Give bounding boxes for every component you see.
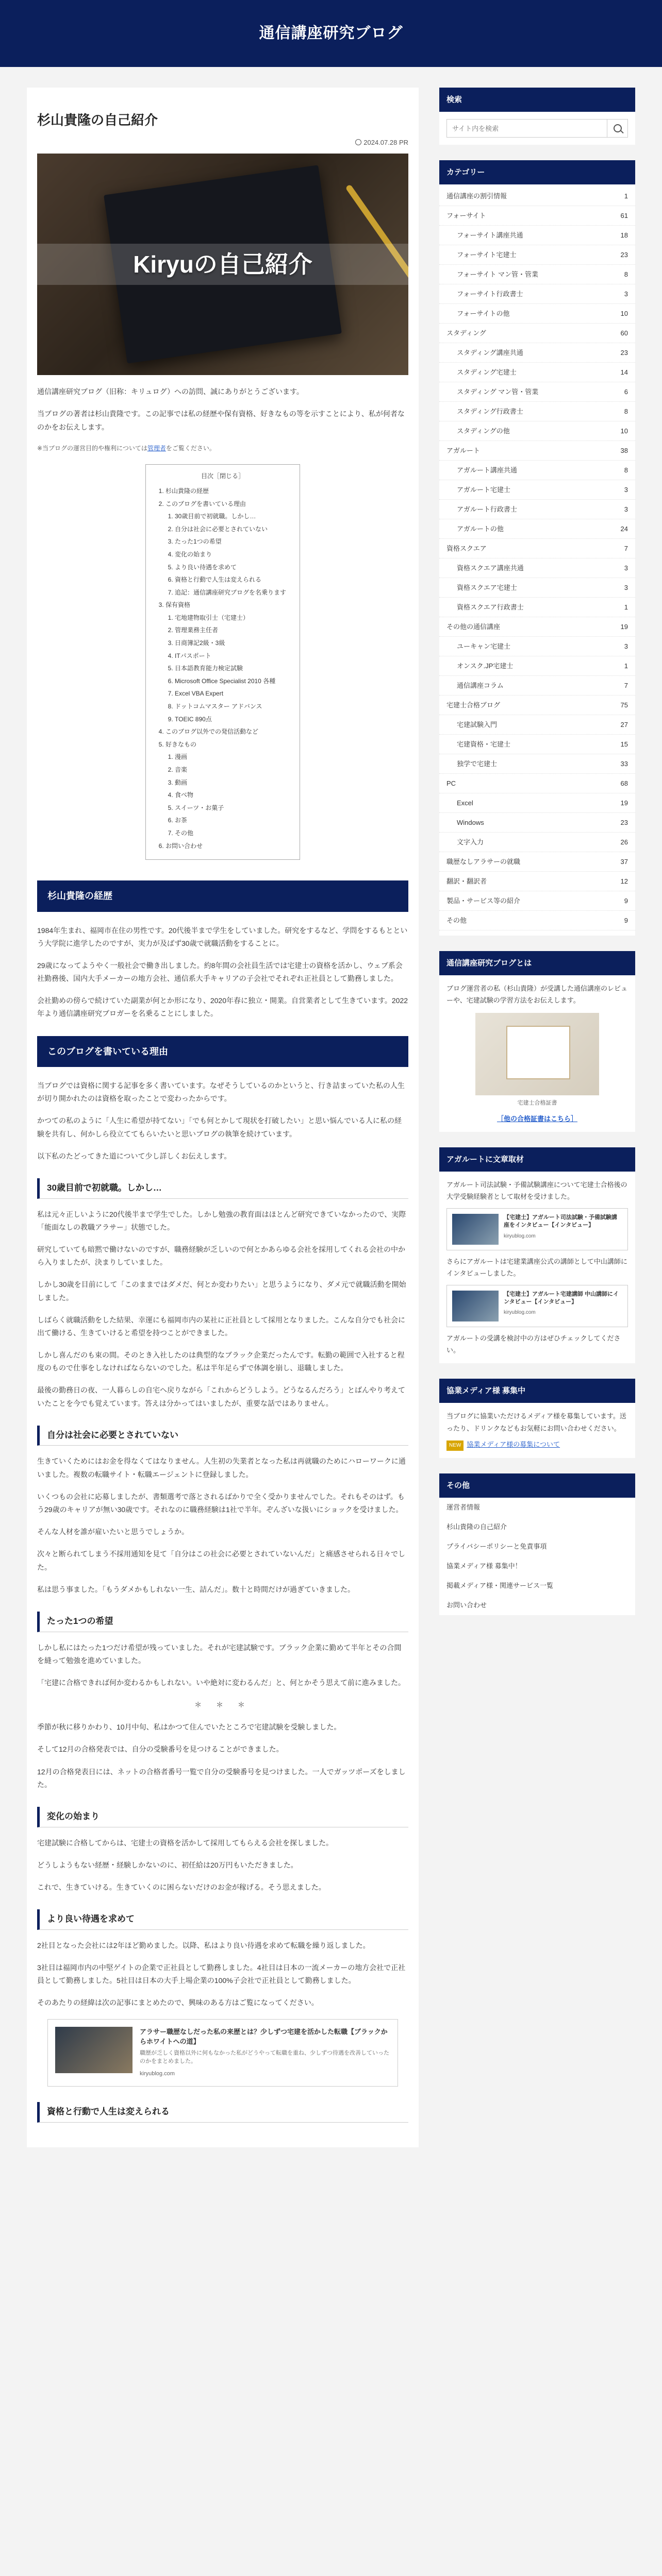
paragraph: 私は思う事ました。「もうダメかもしれない一生、詰んだ」。数十と時間だけが過ぎていきました。: [37, 1585, 355, 1594]
category-item[interactable]: [439, 656, 635, 676]
category-item[interactable]: [439, 715, 635, 735]
pr-note: [37, 443, 408, 454]
category-label[interactable]: スタディング マン管・管業: [457, 387, 539, 396]
category-label[interactable]: その他の通信講座: [446, 622, 501, 631]
category-item[interactable]: [439, 735, 635, 754]
media-card[interactable]: [446, 1285, 628, 1327]
media-card-body: [504, 1291, 622, 1321]
category-label[interactable]: フォーサイト マン管・管業: [457, 270, 539, 278]
category-label[interactable]: フォーサイトの他: [457, 309, 510, 317]
toc-subitem[interactable]: 4. ITパスポート: [175, 650, 289, 663]
category-item[interactable]: [439, 852, 635, 872]
category-count: 14: [620, 368, 628, 376]
blog-card[interactable]: [47, 2019, 398, 2087]
certificate-image: [475, 1013, 599, 1095]
blog-card-excerpt: 職歴が乏しく資格以外に何もなかった私がどうやって転職を重ね、少しずつ待遇を改善していったのかをまとめました。: [140, 2049, 389, 2065]
category-item[interactable]: [439, 578, 635, 598]
toc-subitem[interactable]: 2. 管理業務主任者: [175, 624, 289, 637]
category-item[interactable]: [439, 265, 635, 284]
divider-stars: ＊ ＊ ＊: [194, 1701, 251, 1709]
media-card-site: kiryublog.com: [504, 1310, 536, 1316]
toc-item-label[interactable]: 杉山貴隆の経歴: [166, 487, 209, 495]
sidebar: [439, 88, 635, 1631]
category-item[interactable]: [439, 245, 635, 265]
category-label[interactable]: 通信講座コラム: [457, 681, 504, 689]
toc-sublist: [166, 612, 289, 725]
toc-item[interactable]: [166, 840, 289, 853]
category-label[interactable]: アガルートの他: [457, 524, 504, 533]
category-label[interactable]: スタディング講座共通: [457, 348, 523, 357]
toc-subitem[interactable]: 1. 宅地建物取引士（宅建士）: [175, 612, 289, 624]
category-item[interactable]: [439, 304, 635, 324]
paragraph: そんな人材を誰が雇いたいと思うでしょうか。: [37, 1528, 189, 1536]
subsection-heading: 変化の始まり: [37, 1807, 408, 1827]
paragraph: しかし30歳を目前にして「このままではダメだ、何とか変わりたい」と思うようになり、ダメ元で就職活動を開始しました。: [37, 1280, 406, 1302]
category-count: 23: [620, 250, 628, 259]
paragraph: 生きていくためにはお金を得なくてはなりません。人生初の失業者となった私は再就職のためにハローワークに通いました。複数の転職サイト・転職エージェントに登録しました。: [37, 1457, 406, 1479]
site-title[interactable]: 通信講座研究ブログ: [259, 25, 403, 42]
subsection-heading: より良い待遇を求めて: [37, 1909, 408, 1930]
category-label[interactable]: 製品・サービス等の紹介: [446, 896, 521, 905]
category-count: 68: [620, 779, 628, 787]
other-link[interactable]: 掲載メディア様・関連サービス一覧: [446, 1582, 553, 1590]
toc-sublist: [166, 510, 289, 599]
category-count: 1: [624, 192, 628, 200]
paragraph: 1984年生まれ、福岡市在住の男性です。20代後半まで学生をしていました。研究をするなど、学問をするもとという大学院に進学したのですが、実力が及ばず30歳で就職活動をすることに。: [37, 926, 408, 947]
category-count: 3: [624, 564, 628, 572]
category-item[interactable]: [439, 911, 635, 930]
category-count: 37: [620, 857, 628, 866]
paragraph: 会社勤めの傍らで続けていた副業が何とか形になり、2020年春に独立・開業。自営業者として生きています。2022年より通信講座研究ブロガーを名乗ることにしました。: [37, 996, 408, 1018]
category-item[interactable]: [439, 617, 635, 637]
toc-item-label[interactable]: このブログ以外での発信活動など: [166, 728, 259, 736]
category-item[interactable]: [439, 754, 635, 774]
category-count: 9: [624, 896, 628, 905]
category-count: 10: [620, 427, 628, 435]
category-label[interactable]: スタディングの他: [457, 427, 510, 435]
paragraph: 2社目となった会社には2年ほど勤めました。以降、私はより良い待遇を求めて転職を繰り返しました。: [37, 1941, 370, 1950]
toc-subitem[interactable]: 5. より良い待遇を求めて: [175, 561, 289, 574]
hero-text: Kiryuの自己紹介: [133, 250, 312, 278]
other-link[interactable]: 杉山貴隆の自己紹介: [446, 1523, 507, 1531]
clock-icon: [355, 139, 361, 145]
toc-subitem[interactable]: 9. TOEIC 890点: [175, 713, 289, 726]
subsection-heading: 自分は社会に必要とされていない: [37, 1426, 408, 1446]
toc-subitem[interactable]: 5. 日本語教育能力検定試験: [175, 662, 289, 675]
paragraph: 以下私のたどってきた道について少し詳しくお伝えします。: [37, 1151, 231, 1160]
section-heading: このブログを書いている理由: [37, 1036, 408, 1067]
category-item[interactable]: [439, 324, 635, 343]
about-widget: [439, 951, 635, 1132]
category-item[interactable]: [439, 891, 635, 911]
category-count: 3: [624, 583, 628, 591]
category-label[interactable]: オンスク.JP宅建士: [457, 662, 514, 670]
paragraph: 「宅建に合格できれば何か変わるかもしれない。いや絶対に変わるんだ」と、何とかそう思えて前に進みました。: [37, 1678, 405, 1687]
toc-item[interactable]: [166, 485, 289, 498]
category-label[interactable]: スタディング宅建士: [457, 368, 517, 376]
other-link[interactable]: お問い合わせ: [446, 1601, 487, 1609]
other-link[interactable]: プライバシーポリシーと免責事項: [446, 1543, 547, 1551]
toc-item[interactable]: [166, 498, 289, 599]
category-item[interactable]: [439, 833, 635, 852]
toc-subitem[interactable]: 2. 自分は社会に必要とされていない: [175, 523, 289, 536]
category-count: 26: [620, 838, 628, 846]
subsection-heading: 30歳目前で初就職。しかし…: [37, 1178, 408, 1199]
paragraph: 12月の合格発表日には、ネットの合格者番号一覧で自分の受験番号を見つけました。一人でガッツポーズをしました。: [37, 1767, 406, 1789]
toc-subitem[interactable]: 6. お茶: [175, 814, 289, 827]
about-body: [439, 975, 635, 1132]
collab-body: [439, 1403, 635, 1458]
hero-banner: [37, 244, 408, 285]
category-item[interactable]: [439, 558, 635, 578]
main-content: [27, 88, 419, 2147]
category-item[interactable]: [439, 206, 635, 226]
collab-text: 当ブログに協業いただけるメディア様を募集しています。送ったり、ドリンクなどもお気軽にお問い合わせください。: [446, 1412, 626, 1432]
toc-item[interactable]: [166, 599, 289, 725]
category-label[interactable]: 翻訳・翻訳者: [446, 877, 487, 885]
search-form: [439, 112, 635, 145]
media-text: アガルート司法試験・予備試験講座について宅建士合格後の大学受験経験者として取材を受けました。: [446, 1180, 627, 1201]
category-item[interactable]: [439, 500, 635, 519]
paragraph: そのあたりの経緯は次の記事にまとめたので、興味のある方はご覧になってください。: [37, 1998, 319, 2007]
category-item[interactable]: [439, 872, 635, 891]
category-item[interactable]: [439, 539, 635, 558]
certificate-caption: 宅建士合格証書: [517, 1099, 557, 1106]
collab-widget: [439, 1379, 635, 1458]
category-count: 19: [620, 622, 628, 631]
category-label[interactable]: 職歴なしアラサーの就職: [446, 857, 521, 866]
category-count: 75: [620, 701, 628, 709]
paragraph: 当ブログでは資格に関する記事を多く書いています。なぜそうしているのかというと、行き詰まっていた私の人生が切り開かれたのは資格を取ったことで変わったからです。: [37, 1081, 405, 1103]
pr-note-text: ※当ブログの運営目的や権利については: [37, 444, 147, 452]
category-item[interactable]: [439, 402, 635, 421]
widget-title: 協業メディア様 募集中: [439, 1379, 635, 1403]
toc-subitem[interactable]: 7. その他: [175, 827, 289, 840]
category-label[interactable]: フォーサイト宅建士: [457, 250, 517, 259]
paragraph: しばらく就職活動をした結果、幸運にも福岡市内の某社に正社員として採用となりました。こんな自分でも社会に出て働ける、生きていけると希望を持つことができました。: [37, 1315, 405, 1337]
category-count: 7: [624, 681, 628, 689]
paragraph: これで、生きていける。生きていくのに困らないだけのお金が稼げる。そう思えました。: [37, 1883, 326, 1891]
category-count: 23: [620, 348, 628, 357]
widget-title: その他: [439, 1473, 635, 1498]
category-count: 8: [624, 466, 628, 474]
other-link[interactable]: 運営者情報: [446, 1503, 481, 1512]
media-card-thumbnail: [452, 1214, 499, 1245]
category-item[interactable]: [439, 363, 635, 382]
category-count: 18: [620, 231, 628, 239]
paragraph: 次々と断られてしまう不採用通知を見て「自分はこの社会に必要とされていないんだ」と痛感させられる日々でした。: [37, 1550, 405, 1571]
toc-subitem[interactable]: 3. 日商簿記2級・3級: [175, 637, 289, 650]
toc-subitem[interactable]: 3. たった1つの希望: [175, 535, 289, 548]
paragraph: 最後の勤務日の夜、一人暮らしの自宅へ戻りながら「これからどうしよう。どうなるんだろう」とばんやり考えていたことを今でも覚えています。答えは分かってはいましたが、重要な話ではありません。: [37, 1386, 405, 1408]
blog-card-body: [140, 2027, 390, 2079]
category-item[interactable]: [439, 774, 635, 793]
subsection-heading: たった1つの希望: [37, 1612, 408, 1632]
post-date: [37, 137, 408, 148]
certificates-link[interactable]: ［他の合格証書はこちら］: [496, 1114, 577, 1123]
category-label[interactable]: 文字入力: [457, 838, 484, 846]
other-widget: [439, 1473, 635, 1615]
category-label[interactable]: アガルート宅建士: [457, 485, 510, 494]
widget-title: アガルートに文章取材: [439, 1147, 635, 1172]
category-label[interactable]: フォーサイト講座共通: [457, 231, 523, 239]
media-text: さらにアガルートは宅建業講座公式の講師として中山講師にインタビューしました。: [446, 1257, 627, 1278]
category-count: 10: [620, 309, 628, 317]
toc-subitem[interactable]: 7. 追記：通信講座研究ブログを名乗ります: [175, 586, 289, 599]
category-item[interactable]: [439, 676, 635, 696]
media-card-body: [504, 1214, 622, 1245]
subsection-heading: 資格と行動で人生は変えられる: [37, 2102, 408, 2123]
collab-link-row: [446, 1438, 628, 1451]
about-text: ブログ運営者の私（杉山貴隆）が受講した通信講座のレビューや、宅建試験の学習方法をお伝えします。: [446, 985, 628, 1005]
widget-title: 検索: [439, 88, 635, 112]
paragraph: 季節が秋に移りかわり、10月中旬、私はかつて住んでいたところで宅建試験を受験しました。: [37, 1723, 341, 1732]
category-label[interactable]: Windows: [457, 818, 484, 826]
intro-paragraph: 当ブログの著者は杉山貴隆です。この記事では私の経歴や保有資格、好きなもの等を示すことにより、私が何者なのかをお伝えします。: [37, 410, 405, 431]
toc-subitem[interactable]: 1. 30歳目前で初就職。しかし…: [175, 510, 289, 523]
toc-item-label[interactable]: 保有資格: [166, 601, 191, 609]
category-count: 7: [624, 544, 628, 552]
category-count: 3: [624, 642, 628, 650]
category-count: 3: [624, 505, 628, 513]
toc-subitem[interactable]: 6. Microsoft Office Specialist 2010 各種: [175, 675, 289, 688]
toc-sublist: [166, 751, 289, 839]
search-widget: [439, 88, 635, 145]
other-list: [439, 1498, 635, 1615]
category-count: 60: [620, 329, 628, 337]
category-item[interactable]: [439, 284, 635, 304]
category-label[interactable]: 資格スクエア行政書士: [457, 603, 524, 611]
search-input[interactable]: [446, 119, 607, 138]
media-body: [439, 1172, 635, 1363]
category-count: 3: [624, 290, 628, 298]
category-item[interactable]: [439, 461, 635, 480]
toc-subitem[interactable]: 3. 動画: [175, 776, 289, 789]
widget-title: カテゴリー: [439, 160, 635, 184]
category-count: 19: [620, 799, 628, 807]
category-item[interactable]: [439, 187, 635, 206]
category-label[interactable]: 宅建資格・宅建士: [457, 740, 511, 748]
toc-subitem[interactable]: 7. Excel VBA Expert: [175, 687, 289, 700]
category-item[interactable]: [439, 519, 635, 539]
category-label[interactable]: PC: [446, 779, 456, 787]
category-count: 8: [624, 407, 628, 415]
post-date-text: 2024.07.28 PR: [363, 138, 408, 146]
media-card-title[interactable]: 【宅建士】アガルート宅建講師 中山講師にインタビュー【インタビュー】: [504, 1291, 619, 1305]
toc-title[interactable]: 目次［閉じる］: [201, 472, 244, 480]
category-item[interactable]: [439, 813, 635, 833]
blog-card-thumbnail: [55, 2027, 133, 2073]
media-widget: [439, 1147, 635, 1363]
category-label[interactable]: フォーサイト行政書士: [457, 290, 523, 298]
toc-item[interactable]: [166, 725, 289, 738]
new-badge: NEW: [446, 1440, 464, 1451]
category-label[interactable]: 独学で宅建士: [457, 759, 498, 768]
category-widget: [439, 160, 635, 936]
paragraph: 宅建試験に合格してからは、宅建士の資格を活かして採用してもらえる会社を探しました。: [37, 1838, 333, 1847]
toc-subitem[interactable]: 8. ドットコムマスター アドバンス: [175, 700, 289, 713]
category-item[interactable]: [439, 441, 635, 461]
category-item[interactable]: [439, 382, 635, 402]
category-count: 15: [620, 740, 628, 748]
paragraph: 3社目は福岡市内の中堅ゲイトの企業で正社員として勤務しました。4社目は日本の一流メーカーの地方会社で正社員として勤務しました。5社目は日本の大手上場企業の100%子会社で正社員として勤務しました。: [37, 1963, 406, 1985]
category-count: 23: [620, 818, 628, 826]
category-label[interactable]: 宅建士合格ブログ: [446, 701, 501, 709]
paragraph: しかし喜んだのも束の間。そのとき入社したのは典型的なブラック企業だったんです。転勤の範囲で入社すると程度のもので仕事をしなければならないのでした。私は半年足らずで体調を崩し、退職しました。: [37, 1351, 405, 1372]
paragraph: 研究していても暗黙で働けないのですが、職務経験が乏しいので何とかあらゆる会社を採用してくれる会社の中から入りましたが、決まりしていました。: [37, 1245, 405, 1267]
other-link[interactable]: 協業メディア様 募集中！: [446, 1562, 522, 1570]
paragraph: 私は元々正しいように20代後半まで学生でした。しかし勉強の教育面はほとんど研究できていなかったので、実際「能面なしの教職アラサー」状態でした。: [37, 1210, 406, 1231]
category-label[interactable]: アガルート講座共通: [457, 466, 517, 474]
toc-item-label[interactable]: 好きなもの: [166, 740, 197, 748]
collab-link[interactable]: 協業メディア様の募集について: [467, 1440, 560, 1449]
category-count: 38: [620, 446, 628, 454]
paragraph: いくつもの会社に応募しましたが、書類選考で落とされるばかりで全く受かりませんでした。それもそのはず。もう29歳のキャリアが無い30歳です。それなのに職務経験は1社で半年。ぞんざいな扱いにショックを受けました。: [37, 1492, 405, 1514]
category-list: [439, 184, 635, 936]
category-count: 3: [624, 485, 628, 494]
blog-card-title[interactable]: アラサー職歴なしだった私の来歴とは？少しずつ宅建を活かした転職【ブラックからホワイトへの道】: [140, 2027, 388, 2046]
category-label[interactable]: スタディング: [446, 329, 486, 337]
post-title: 杉山貴隆の自己紹介: [37, 112, 158, 128]
paragraph: かつての私のように「人生に希望が持てない」「でも何とかして現状を打破したい」と思い悩んでいる人に私の経験を共有し、何かしら役立ててもらいたいと思いブログの執筆を続けています。: [37, 1116, 402, 1138]
category-count: 61: [620, 211, 628, 219]
layout: [27, 88, 635, 2147]
section-heading: 杉山貴隆の経歴: [37, 880, 408, 911]
hero-image: [37, 154, 408, 375]
toc-subitem[interactable]: 4. 変化の始まり: [175, 548, 289, 561]
table-of-contents: [145, 464, 300, 860]
admin-link[interactable]: 管理者: [147, 444, 166, 452]
media-card-title[interactable]: 【宅建士】アガルート司法試験・予備試験講座をインタビュー【インタビュー】: [504, 1214, 617, 1229]
media-card-site: kiryublog.com: [504, 1233, 536, 1239]
blog-card-site: kiryublog.com: [140, 2070, 175, 2077]
site-header: [0, 0, 662, 67]
category-item[interactable]: [439, 343, 635, 363]
category-label[interactable]: アガルート行政書士: [457, 505, 517, 513]
media-card-thumbnail: [452, 1291, 499, 1321]
category-count: 9: [624, 916, 628, 924]
paragraph: そして12月の合格発表では、自分の受験番号を見つけることができました。: [37, 1745, 284, 1754]
toc-subitem[interactable]: 2. 音楽: [175, 764, 289, 776]
category-item[interactable]: [439, 226, 635, 245]
category-count: 6: [624, 387, 628, 396]
category-count: 1: [624, 662, 628, 670]
toc-subitem[interactable]: 6. 資格と行動で人生は変えられる: [175, 573, 289, 586]
category-label[interactable]: 宅建試験入門: [457, 720, 498, 728]
category-label[interactable]: 資格スクエア宅建士: [457, 583, 517, 591]
toc-subitem[interactable]: 4. 食べ物: [175, 789, 289, 802]
category-label[interactable]: スタディング行政書士: [457, 407, 523, 415]
category-label[interactable]: 通信講座の割引情報: [446, 192, 507, 200]
category-count: 1: [624, 603, 628, 611]
category-label[interactable]: その他: [446, 916, 467, 924]
category-label[interactable]: 資格スクエア: [446, 544, 487, 552]
media-card[interactable]: [446, 1208, 628, 1250]
toc-item[interactable]: [166, 738, 289, 840]
category-count: 24: [620, 524, 628, 533]
category-item[interactable]: [439, 696, 635, 715]
pr-note-text: をご覧ください。: [166, 444, 216, 452]
toc-subitem[interactable]: 5. スイーツ・お菓子: [175, 802, 289, 815]
widget-title: 通信講座研究ブログとは: [439, 951, 635, 975]
category-item[interactable]: [439, 421, 635, 441]
category-item[interactable]: [439, 598, 635, 617]
paragraph: 29歳になってようやく一般社会で働き出しました。約8年間の会社員生活では宅建士の資格を活かし、ウェブ系会社勤務後、国内大手メーカーの地方会社、通信系大手キャリアの子会社でそれぞれ正社員として勤務しました。: [37, 961, 403, 983]
category-item[interactable]: [439, 637, 635, 656]
intro-paragraph: 通信講座研究ブログ（旧称：キリュログ）への訪問、誠にありがとうございます。: [37, 387, 304, 396]
paragraph: どうしようもない経歴・経験しかないのに、初任給は20万円もいただきました。: [37, 1860, 298, 1869]
toc-item-label[interactable]: このブログを書いている理由: [166, 500, 246, 507]
category-count: 8: [624, 270, 628, 278]
category-label[interactable]: フォーサイト: [446, 211, 486, 219]
category-count: 12: [620, 877, 628, 885]
category-label[interactable]: アガルート: [446, 446, 480, 454]
category-item[interactable]: [439, 793, 635, 813]
category-label[interactable]: 資格スクエア講座共通: [457, 564, 524, 572]
category-label[interactable]: ユーキャン宅建士: [457, 642, 511, 650]
media-text: アガルートの受講を検討中の方はぜひチェックしてください。: [446, 1334, 621, 1354]
paragraph: しかし私にはたった1つだけ希望が残っていました。それが宅建試験です。ブラック企業に勤めて半年とその合間を縫って勉強を進めていました。: [37, 1643, 402, 1665]
search-icon[interactable]: [607, 119, 628, 138]
category-count: 27: [620, 720, 628, 728]
category-label[interactable]: Excel: [457, 799, 473, 807]
category-item[interactable]: [439, 480, 635, 500]
category-count: 33: [620, 759, 628, 768]
toc-subitem[interactable]: 1. 漫画: [175, 751, 289, 764]
toc-list: [156, 485, 289, 852]
toc-item-label[interactable]: お問い合わせ: [166, 842, 203, 850]
